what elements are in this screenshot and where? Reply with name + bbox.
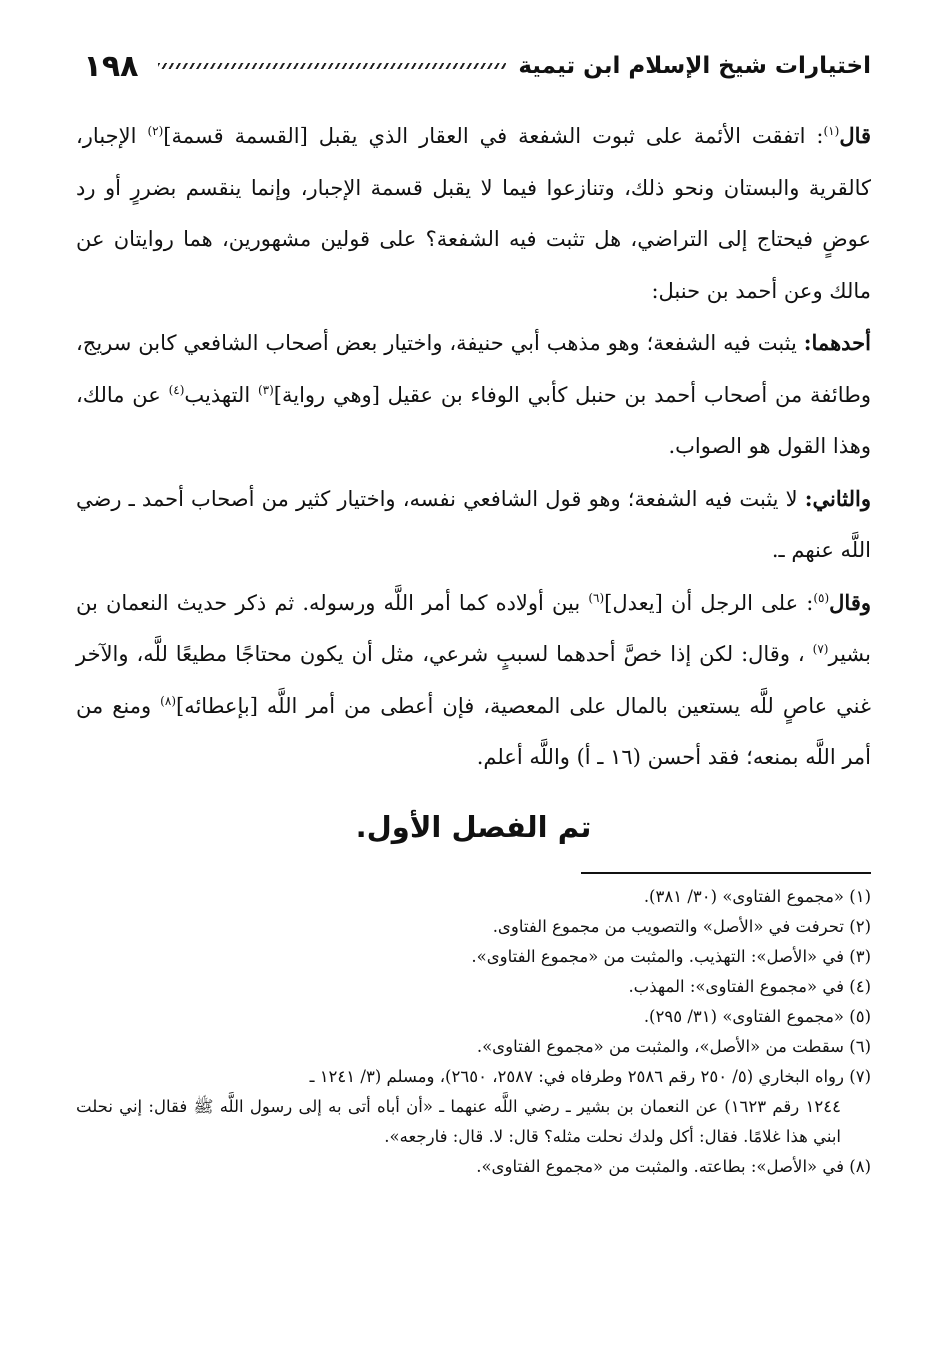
paragraph-text: لا يثبت فيه الشفعة؛ وهو قول الشافعي نفسه، واختيار كثير من أصحاب أحمد ـ رضي اللَّه عنهم ـ.: [76, 486, 871, 562]
main-text: [76, 110, 871, 844]
footnote-marker: (٧): [812, 642, 829, 656]
paragraph-text: : اتفقت الأئمة على ثبوت الشفعة في العقار الذي يقبل [القسمة قسمة]: [163, 124, 824, 148]
footnote-3: (٣) في «الأصل»: التهذيب. والمثبت من «مجموع الفتاوى».: [471, 947, 871, 966]
footnote-7: (٧) رواه البخاري (٥/ ٢٥٠ رقم ٢٥٨٦ وطرفاه في: ٢٥٨٧، ٢٦٥٠)، ومسلم (٣/ ١٢٤١ ـ: [309, 1067, 871, 1086]
paragraph-text: : على الرجل أن [يعدل]: [604, 590, 814, 615]
paragraph-lead: وقال: [829, 589, 871, 615]
running-title: اختيارات شيخ الإسلام ابن تيمية: [518, 53, 871, 79]
footnote-2: (٢) تحرفت في «الأصل» والتصويب من مجموع الفتاوى.: [492, 917, 871, 936]
paragraph-lead: قال: [839, 123, 872, 148]
footnote-marker: (٢): [147, 124, 164, 138]
paragraph-text: ، وقال: لكن إذا خصَّ أحدهما لسببٍ شرعي، مثل أن يكون محتاجًا مطيعًا للَّه، والآخر غني عاصٍ للَّه يستعين بالمال على المعصية، فإن أعطى من أمر اللَّه [بإعطائه]: [76, 642, 871, 718]
paragraph-lead: أحدهما:: [803, 330, 871, 355]
paragraph-lead: والثاني:: [804, 485, 871, 511]
footnote-4: (٤) في «مجموع الفتاوى»: المهذب.: [628, 977, 871, 996]
footnotes: [76, 882, 871, 1182]
footnote-separator: [581, 872, 871, 874]
paragraph-text: يثبت فيه الشفعة؛ وهو مذهب أبي حنيفة، واختيار بعض أصحاب الشافعي كابن سريج، وطائفة من أصحاب أحمد بن حنبل كأبي الوفاء بن عقيل [وهي رواية]: [76, 331, 871, 407]
footnote-marker: (٦): [588, 590, 605, 605]
paragraph-text: عن مالك، وهذا القول هو الصواب.: [76, 382, 871, 458]
footnote-5: (٥) «مجموع الفتاوى» (٣١/ ٢٩٥).: [643, 1007, 871, 1026]
paragraph-3: [76, 473, 871, 577]
page-header: [76, 40, 871, 92]
footnote-marker: (٤): [168, 382, 185, 397]
chapter-end-heading: تم الفصل الأول.: [355, 809, 592, 844]
footnote-8: (٨) في «الأصل»: بطاعته. والمثبت من «مجموع الفتاوى».: [476, 1157, 871, 1176]
paragraph-text: التهذيب: [184, 382, 258, 407]
footnote-marker: (٣): [257, 382, 274, 397]
footnote-7-continued: ١٢٤٤ رقم ١٦٢٣) عن النعمان بن بشير ـ رضي اللَّه عنهما ـ «أن أباه أتى به إلى رسول اللَّه ﷺ فقال: إني نحلت ابني هذا غلامًا. فقال: أكل ولدك نحلت مثله؟ قال: لا. قال: فارجعه».: [76, 1097, 841, 1146]
paragraph-text: بين أولاده كما أمر اللَّه ورسوله. ثم ذكر حديث النعمان بن بشير: [76, 590, 871, 666]
paragraph-2: [76, 317, 871, 473]
paragraph-4: [76, 577, 871, 784]
paragraph-text: ومنع من أمر اللَّه بمنعه؛ فقد أحسن (١٦ ـ أ) واللَّه أعلم.: [76, 693, 871, 769]
footnote-marker: (٥): [813, 590, 830, 605]
footnote-1: (١) «مجموع الفتاوى» (٣٠/ ٣٨١).: [643, 887, 871, 906]
page-number: ١٩٨: [83, 48, 139, 84]
footnote-marker: (١): [823, 124, 840, 138]
paragraph-1: [76, 110, 871, 317]
paragraph-text: الإجبار، كالقرية والبستان ونحو ذلك، وتنازعوا فيما لا يقبل قسمة الإجبار، وإنما ينقسم بضررٍ أو رد عوضٍ فيحتاج إلى التراضي، هل تثبت فيه الشفعة؟ على قولين مشهورين، هما روايتان عن مالك وعن أحمد بن حنبل:: [76, 124, 871, 303]
header-rule: [158, 63, 506, 69]
footnote-6: (٦) سقطت من «الأصل»، والمثبت من «مجموع الفتاوى».: [476, 1037, 871, 1056]
footnote-marker: (٨): [160, 693, 176, 708]
